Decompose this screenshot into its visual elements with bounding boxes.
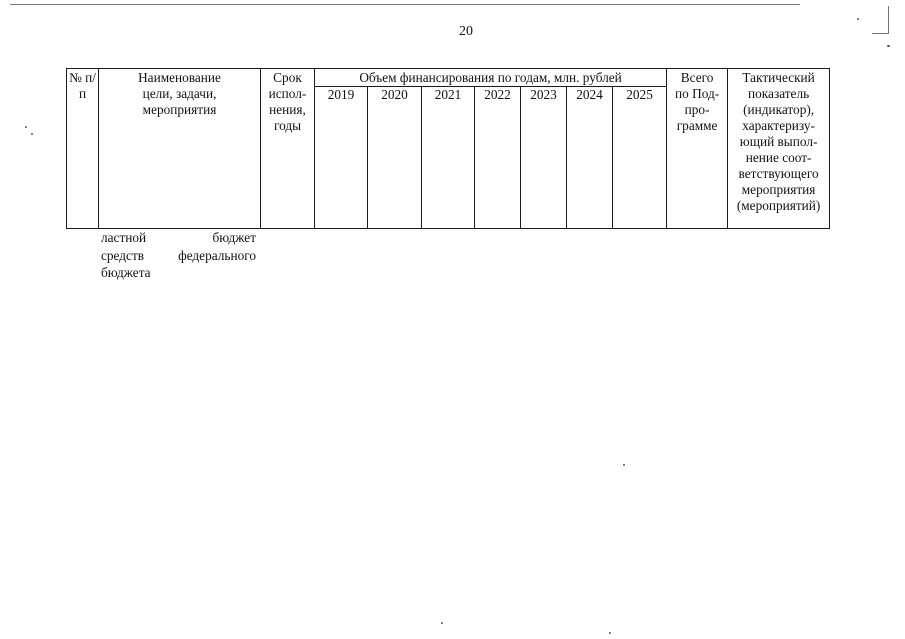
- header-number: № п/п: [67, 69, 99, 229]
- header-year-2019: 2019: [315, 87, 368, 229]
- header-year-2022: 2022: [475, 87, 521, 229]
- header-total: Всего по Под- про- грамме: [667, 69, 728, 229]
- header-term: Срок испол- нения, годы: [261, 69, 315, 229]
- header-name: Наименование цели, задачи, мероприятия: [99, 69, 261, 229]
- header-funding: Объем финансирования по годам, млн. рублей: [315, 69, 667, 87]
- scan-speck: [609, 632, 611, 634]
- scan-edge-right: [888, 6, 889, 34]
- header-year-2023: 2023: [521, 87, 567, 229]
- scan-edge-right-foot: [872, 33, 889, 34]
- header-year-2021: 2021: [422, 87, 475, 229]
- header-year-2025: 2025: [613, 87, 667, 229]
- header-year-2024: 2024: [567, 87, 613, 229]
- scan-speck: [623, 464, 625, 466]
- scan-speck: [887, 45, 890, 47]
- scan-speck: [31, 133, 33, 135]
- page-number: 20: [459, 24, 473, 39]
- header-indicator: Тактический показатель (индикатор), характеризу- ющий выпол- нение соот- ветствующего мероприятия (мероприятий): [728, 69, 830, 229]
- continued-line: бюджета: [101, 265, 151, 280]
- funding-table: [66, 68, 830, 229]
- continued-line: средств федерального: [101, 247, 256, 263]
- header-year-2020: 2020: [368, 87, 422, 229]
- continued-cell-text: [101, 229, 256, 282]
- scan-speck: [441, 622, 443, 624]
- scan-edge-top: [10, 4, 800, 5]
- continued-line: ластной бюджет: [101, 230, 256, 245]
- scan-speck: [25, 126, 27, 128]
- scan-speck: [857, 18, 859, 20]
